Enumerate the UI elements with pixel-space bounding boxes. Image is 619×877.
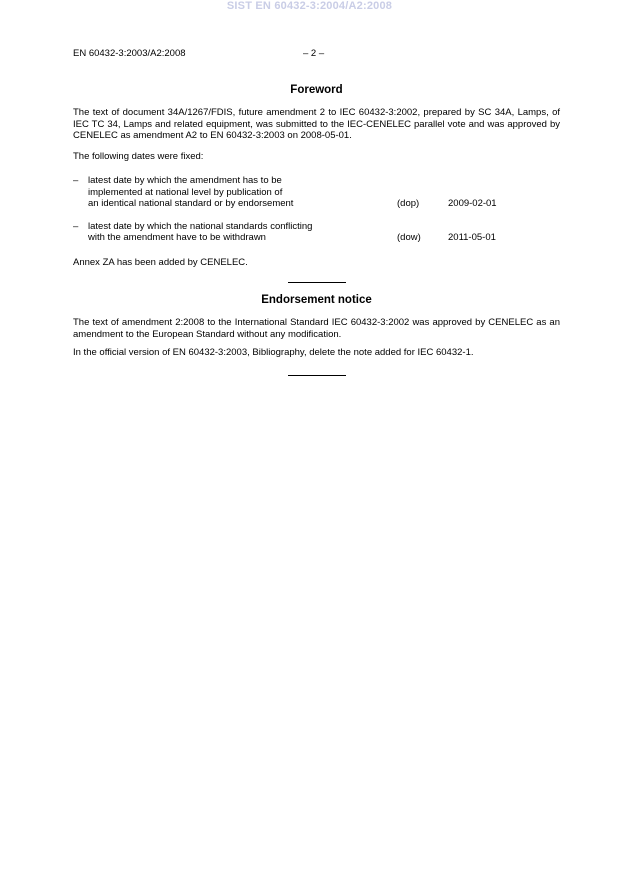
date-item-description [88,221,358,244]
list-dash: – [73,175,79,186]
page-content [73,83,560,376]
section-divider [288,282,346,283]
foreword-heading: Foreword [290,84,343,96]
date-item-dow [73,221,560,244]
document-id: EN 60432-3:2003/A2:2008 [73,48,186,59]
date-item-description [88,175,358,210]
page-number: – 2 – [303,48,325,59]
description-line: an identical national standard or by endorsement [88,198,294,209]
date-code: (dop) [397,198,420,209]
date-item-dop [73,175,560,210]
section-divider [288,375,346,376]
bibliography-paragraph: In the official version of EN 60432-3:2003, Bibliography, delete the note added for IEC 60432-1. [73,347,474,358]
foreword-intro-paragraph: The text of document 34A/1267/FDIS, future amendment 2 to IEC 60432-3:2002, prepared by SC 34A, Lamps, of IEC TC 34, Lamps and related equipment, was submitted to the IEC-CENELEC parallel vote and was approved by CENELEC as amendment A2 to EN 60432-3:2003 on 2008-05-01. [73,107,560,141]
list-dash: – [73,220,79,232]
date-value: 2009-02-01 [448,198,497,209]
description-line: with the amendment have to be withdrawn [88,232,266,243]
description-line: latest date by which the national standards conflicting [88,220,313,232]
description-line: latest date by which the amendment has to be [88,175,282,186]
dates-intro-paragraph: The following dates were fixed: [73,150,204,162]
endorsement-heading: Endorsement notice [261,294,372,306]
description-line: implemented at national level by publication of [88,186,283,198]
watermark: SIST EN 60432-3:2004/A2:2008 [226,0,393,12]
date-code: (dow) [397,232,421,243]
date-value: 2011-05-01 [448,232,496,243]
annex-note: Annex ZA has been added by CENELEC. [73,256,248,268]
endorsement-paragraph: The text of amendment 2:2008 to the International Standard IEC 60432-3:2002 was approved by CENELEC as an amendment to the European Standard without any modification. [73,317,560,340]
